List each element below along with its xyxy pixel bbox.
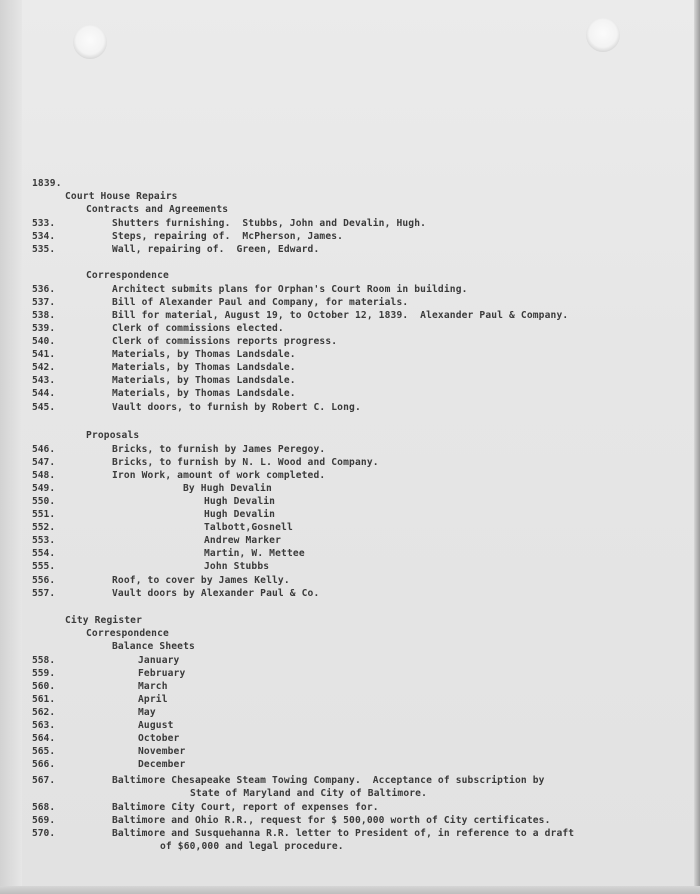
- entry-number: 542.: [32, 362, 56, 373]
- entry-text: January: [138, 655, 180, 666]
- entry-text: Wall, repairing of. Green, Edward.: [112, 244, 320, 255]
- entry-text: Clerk of commissions elected.: [112, 323, 284, 334]
- entry-number: 544.: [32, 388, 56, 399]
- entry-text: October: [138, 733, 180, 744]
- entry-text: Bricks, to furnish by N. L. Wood and Company.: [112, 457, 379, 468]
- entry-text: Shutters furnishing. Stubbs, John and Devalin, Hugh.: [112, 218, 427, 229]
- entry-number: 554.: [32, 548, 56, 559]
- entry-number: 568.: [32, 802, 56, 813]
- entry-number: 560.: [32, 681, 56, 692]
- entry-text: Baltimore and Ohio R.R., request for $ 500,000 worth of City certificates.: [112, 815, 551, 826]
- entry-number: 550.: [32, 496, 56, 507]
- subheading-correspondence: Correspondence: [86, 270, 169, 281]
- subheading-contracts: Contracts and Agreements: [86, 204, 229, 215]
- entry-text: May: [138, 707, 156, 718]
- entry-text: Steps, repairing of. McPherson, James.: [112, 231, 344, 242]
- punch-hole-right-icon: [586, 18, 620, 52]
- entry-text: Martin, W. Mettee: [204, 548, 305, 559]
- entry-number: 567.: [32, 775, 56, 786]
- entry-text: Materials, by Thomas Landsdale.: [112, 375, 296, 386]
- entry-number: 564.: [32, 733, 56, 744]
- entry-text: Talbott,Gosnell: [204, 522, 293, 533]
- page-bottom-edge: [0, 886, 700, 894]
- entry-text: Baltimore City Court, report of expenses for.: [112, 802, 379, 813]
- entry-text: December: [138, 759, 186, 770]
- entry-text: Materials, by Thomas Landsdale.: [112, 388, 296, 399]
- entry-text-continuation: State of Maryland and City of Baltimore.: [190, 788, 428, 799]
- entry-number: 559.: [32, 668, 56, 679]
- entry-text: Bill of Alexander Paul and Company, for materials.: [112, 297, 409, 308]
- entry-text: By Hugh Devalin: [183, 483, 272, 494]
- entry-text: Roof, to cover by James Kelly.: [112, 575, 290, 586]
- entry-number: 548.: [32, 470, 56, 481]
- entry-text: Iron Work, amount of work completed.: [112, 470, 326, 481]
- entry-number: 558.: [32, 655, 56, 666]
- entry-number: 556.: [32, 575, 56, 586]
- entry-number: 555.: [32, 561, 56, 572]
- entry-number: 534.: [32, 231, 56, 242]
- entry-text: Bricks, to furnish by James Peregoy.: [112, 444, 326, 455]
- entry-text: March: [138, 681, 168, 692]
- entry-text: August: [138, 720, 174, 731]
- entry-number: 536.: [32, 284, 56, 295]
- subheading-balance-sheets: Balance Sheets: [112, 641, 195, 652]
- page-left-edge: [0, 0, 22, 894]
- entry-number: 543.: [32, 375, 56, 386]
- entry-text: Architect submits plans for Orphan's Court Room in building.: [112, 284, 468, 295]
- entry-number: 541.: [32, 349, 56, 360]
- punch-hole-left-icon: [73, 25, 107, 59]
- page-right-edge: [694, 0, 700, 894]
- entry-number: 553.: [32, 535, 56, 546]
- entry-text: Materials, by Thomas Landsdale.: [112, 362, 296, 373]
- entry-text: April: [138, 694, 168, 705]
- entry-text: Bill for material, August 19, to October 12, 1839. Alexander Paul & Company.: [112, 310, 569, 321]
- entry-text: Hugh Devalin: [204, 509, 276, 520]
- entry-text: Vault doors, to furnish by Robert C. Long.: [112, 402, 361, 413]
- entry-number: 546.: [32, 444, 56, 455]
- entry-number: 557.: [32, 588, 56, 599]
- section-title-city-register: City Register: [65, 615, 143, 626]
- entry-number: 551.: [32, 509, 56, 520]
- entry-text: Hugh Devalin: [204, 496, 276, 507]
- entry-number: 552.: [32, 522, 56, 533]
- entry-number: 545.: [32, 402, 56, 413]
- entry-text: John Stubbs: [204, 561, 270, 572]
- entry-text: November: [138, 746, 186, 757]
- entry-text: Andrew Marker: [204, 535, 282, 546]
- entry-number: 538.: [32, 310, 56, 321]
- entry-number: 562.: [32, 707, 56, 718]
- entry-number: 533.: [32, 218, 56, 229]
- entry-number: 549.: [32, 483, 56, 494]
- entry-text: Baltimore and Susquehanna R.R. letter to President of, in reference to a draft: [112, 828, 575, 839]
- entry-number: 569.: [32, 815, 56, 826]
- entry-number: 547.: [32, 457, 56, 468]
- entry-text: February: [138, 668, 186, 679]
- entry-text: Materials, by Thomas Landsdale.: [112, 349, 296, 360]
- entry-number: 566.: [32, 759, 56, 770]
- entry-text: Baltimore Chesapeake Steam Towing Company. Acceptance of subscription by: [112, 775, 545, 786]
- entry-number: 535.: [32, 244, 56, 255]
- entry-text-continuation: of $60,000 and legal procedure.: [160, 841, 344, 852]
- entry-number: 537.: [32, 297, 56, 308]
- entry-number: 561.: [32, 694, 56, 705]
- section-title-court-house: Court House Repairs: [65, 191, 178, 202]
- entry-number: 565.: [32, 746, 56, 757]
- subheading-proposals: Proposals: [86, 430, 140, 441]
- entry-number: 570.: [32, 828, 56, 839]
- year-heading: 1839.: [32, 178, 62, 189]
- entry-number: 563.: [32, 720, 56, 731]
- entry-number: 539.: [32, 323, 56, 334]
- entry-number: 540.: [32, 336, 56, 347]
- subheading-correspondence-2: Correspondence: [86, 628, 169, 639]
- entry-text: Clerk of commissions reports progress.: [112, 336, 338, 347]
- entry-text: Vault doors by Alexander Paul & Co.: [112, 588, 320, 599]
